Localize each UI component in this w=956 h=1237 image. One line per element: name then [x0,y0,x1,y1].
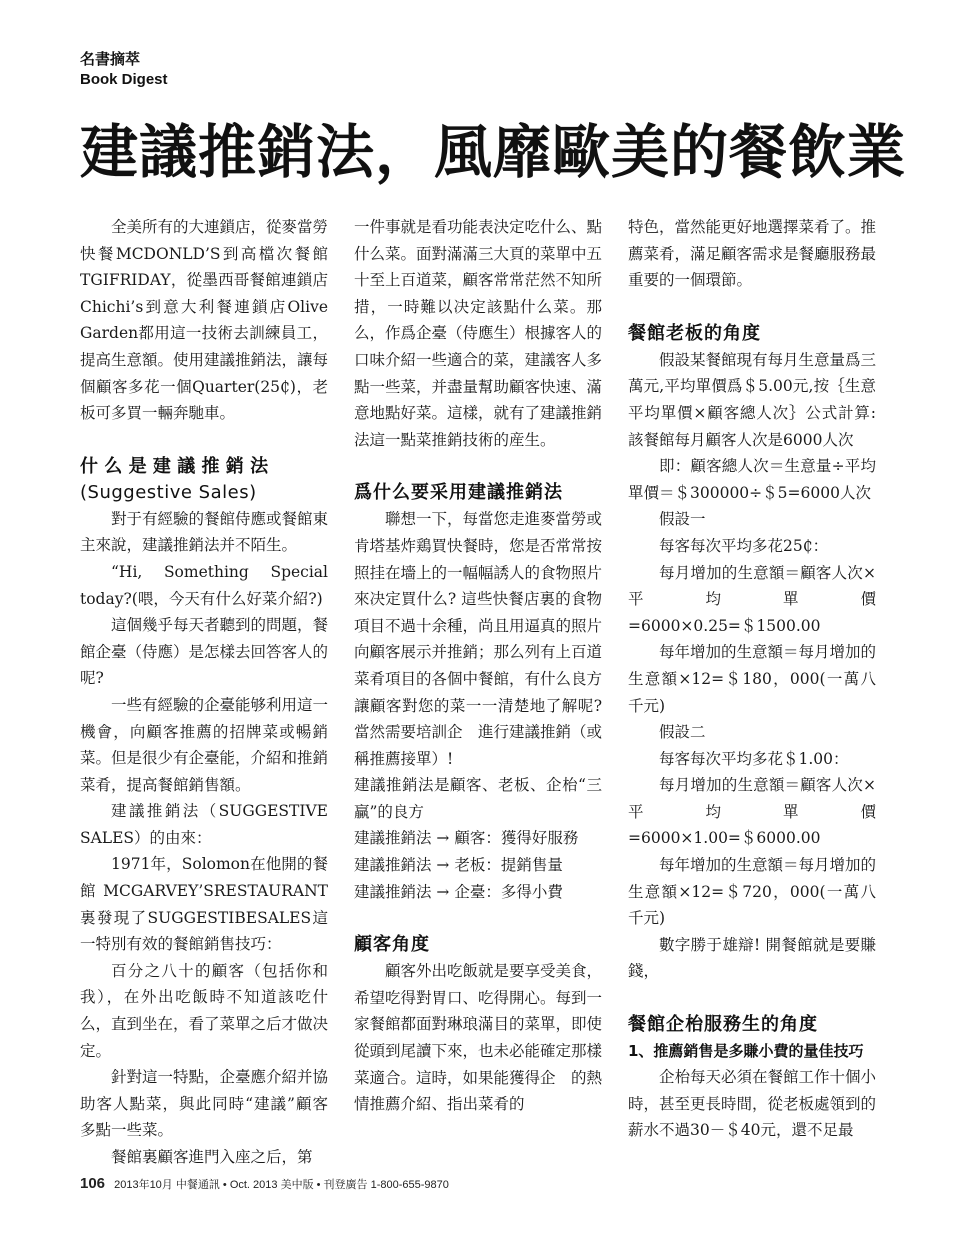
paragraph: 數字勝于雄辯! 開餐館就是要賺錢， [628,935,876,981]
paragraph: 百分之八十的顧客（包括你和我），在外出吃飯時不知道該吃什么，直到坐在，看了菜單之后才做决定。 [80,961,329,1060]
paragraph: 假設二 [659,723,706,742]
paragraph: 假設某餐館現有每月生意量爲三萬元,平均單價爲＄5.00元,按｛生意平均單價×顧客總人次｝公式計算:該餐館每月顧客人次是6000人次 [628,350,877,449]
section-heading: 什么是建議推銷法 [80,455,275,477]
list-item: 建議推銷法 → 企臺：多得小費 [354,882,563,901]
paragraph: 每年增加的生意額＝每月增加的生意額×12=＄720，000(一萬八千元) [628,856,877,928]
paragraph: 企枱每天必須在餐館工作十個小時，甚至更長時間，從老板處領到的薪水不過30－＄40元，還不足最 [628,1068,877,1140]
paragraph: 每月增加的生意額＝顧客人次×平均單價=6000×1.00=＄6000.00 [628,776,876,848]
list-item: 建議推銷法 → 老板：提銷售量 [354,856,563,875]
list-item: 建議推銷法 → 顧客：獲得好服務 [354,829,579,848]
paragraph: 即：顧客總人次＝生意量÷平均單價＝＄300000÷＄5=6000人次 [628,457,876,502]
paragraph: 特色，當然能更好地選擇菜肴了。推薦菜肴，滿足顧客需求是餐廳服務最重要的一個環節。 [628,218,877,290]
paragraph: 針對這一特點，企臺應介紹并協助客人點菜，與此同時“建議”顧客多點一些菜。 [80,1068,329,1140]
paragraph: 這個幾乎每天者聽到的問題，餐館企臺（侍應）是怎樣去回答客人的呢? [80,616,329,688]
section-heading: 餐館企枱服務生的角度 [628,1014,818,1036]
paragraph: 聯想一下，每當您走進麥當勞或肯塔基炸鶏買快餐時，您是否常常按照挂在墻上的一幅幅誘人的食物照片來决定買什么? 這些快餐店裏的食物項目不過十余種，尚且用逼真的照片向顧客展示并推銷；那么列有上百道菜肴項目的各個中餐館，有什么良方讓顧客對您的菜一一清楚地了解呢? 當然需要培訓企 進行建議推銷（或稱推薦接單）! [354,510,603,768]
paragraph: 全美所有的大連鎖店，從麥當勞快餐MCDONLD’S到高檔次餐館TGIFRIDAY，從墨西哥餐館連鎖店Chichi’s到意大利餐連鎖店Olive Garden都用這一技術去訓練員工，提高生意額。使用建議推銷法，讓每個顧客多花一個Quarter(25₵)，老板可多買一輛奔馳車。 [80,218,329,423]
paragraph: 每月增加的生意額＝顧客人次×平均單價=6000×0.25=＄1500.00 [628,563,876,635]
column-3 [628,214,876,1144]
paragraph: 建議推銷法是顧客、老板、企枱“三贏”的良方 [354,776,602,821]
paragraph: 一些有經驗的企臺能够利用這一機會，向顧客推薦的招牌菜或暢銷菜。但是很少有企臺能，介紹和推銷菜肴，提高餐館銷售額。 [80,695,329,794]
article-title: 建議推銷法，風靡歐美的餐飲業 [80,118,907,186]
paragraph: 建議推銷法（SUGGESTIVE SALES）的由來： [80,802,328,847]
paragraph: 每客每次平均多花＄1.00： [659,749,849,768]
footer-info: 2013年10月 中餐通訊 • Oct. 2013 美中版 • 刊登廣告 1-800-655-9870 [114,1179,449,1191]
column-1 [80,214,328,1171]
section-heading-sub: (Suggestive Sales) [80,481,257,503]
section-label-zh: 名書摘萃 [80,51,141,68]
paragraph: 每客每次平均多花25₵： [659,536,829,555]
paragraph: 一件事就是看功能表決定吃什么、點什么菜。面對滿滿三大頁的菜單中五十至上百道菜，顧客常常茫然不知所措，一時難以决定該點什么菜。那么，作爲企臺（侍應生）根據客人的口味介紹一些適合的菜，建議客人多點一些菜，并盡量幫助顧客快速、滿意地點好菜。這樣，就有了建議推銷法這一點菜推銷技術的産生。 [354,218,603,449]
paragraph: “Hi, Something Special today?(喂，今天有什么好菜介紹?) [80,562,328,608]
page-number: 106 [80,1175,106,1192]
section-label [80,50,168,90]
section-label-en: Book Digest [80,71,168,88]
column-2 [354,214,602,1118]
page-footer [80,1176,449,1193]
paragraph: 顧客外出吃飯就是要享受美食，希望吃得對胃口、吃得開心。每到一家餐館都面對琳琅滿目的菜單，即使從頭到尾讀下來，也未必能確定那樣菜適合。這時，如果能獲得企 的熱情推薦介紹、指出菜肴的 [354,962,603,1114]
section-heading: 爲什么要采用建議推銷法 [354,482,563,504]
section-heading: 餐館老板的角度 [628,322,761,344]
section-heading: 顧客角度 [354,934,430,956]
paragraph: 對于有經驗的餐館侍應或餐館東主來說，建議推銷法并不陌生。 [80,509,329,555]
paragraph: 假設一 [659,510,706,529]
subsection-heading: 1、推薦銷售是多賺小費的量佳技巧 [628,1042,864,1061]
paragraph: 每年增加的生意額＝每月增加的生意額×12=＄180，000(一萬八千元) [628,643,877,715]
paragraph: 餐館裏顧客進門入座之后，第 [111,1148,313,1166]
paragraph: 1971年，Solomon在他開的餐館MCGARVEY’SRESTAURANT裏發現了SUGGESTIBESALES這一特別有效的餐館銷售技巧： [80,855,328,954]
